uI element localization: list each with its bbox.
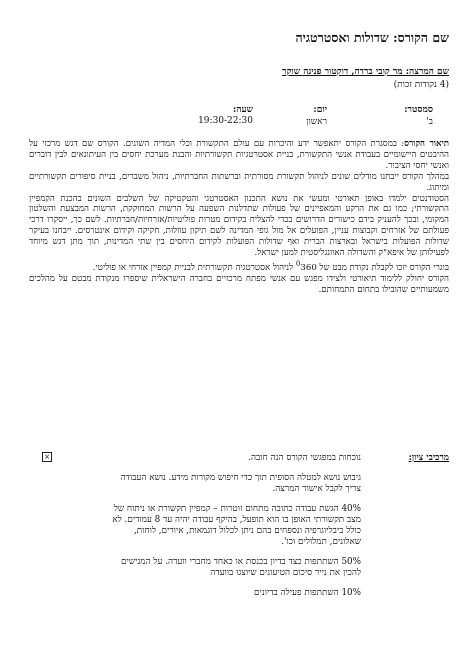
course-description [29, 139, 449, 296]
semester-label: סמסטר: [404, 105, 433, 115]
grading-item: 50% השתתפות כצד בדיון בכנסת או כאחד מחברי וועדה. על המגישים להכין את נייר סיכום הטיעונים שיוצגו בוועדה [121, 557, 361, 578]
grading-item: גיבוש נושא למטלה הסופית תוך כדי חיפוש מקורות מידע. נושא העבודה צריך לקבל אישור המרצה. [120, 473, 361, 494]
day-value: ראשון [306, 117, 327, 127]
course-title: שם הקורס: שדולות ואסטרטגיה [295, 30, 449, 45]
grading-label: מרכיבי ציון: [408, 453, 449, 463]
grading-item: 10% השתתפות פעילה בדיונים [254, 588, 361, 598]
day-label: יום: [313, 105, 327, 115]
grading-item: 40% הגשת עבודה כתובה מתחום זוטרות – קמפיין תקשורת או ניתוח של מצב תקשורתי האופן בו הוא תופעל, בהיקף עבודה יהיה עד 8 עמודים. לא כולל ביבליוגרפיה ונספחים בהם ניתן לכלול דוגמאות, איורים, לוחות, שאלונים, תמלולים וכו'. [112, 504, 361, 547]
lecturers-line: שם המרצה: מר קובי ברדה, דוקטור פנינה שוקר [282, 67, 449, 77]
description-paragraph: הקורס יחולק ללימוד תיאורטי ולצידו מפגש עם אנשי מפתח מרכזיים בחברה הישראלית שיספרו מנקודת מבטם על מהלכים משמעותיים שהובילו בתחום התמחותם. [29, 273, 449, 295]
checkbox-icon: × [42, 452, 52, 462]
time-column [198, 104, 253, 126]
credits-line: (4 נקודות זכות) [393, 80, 449, 90]
grading-items [111, 473, 361, 608]
day-column [306, 104, 327, 127]
semester-value: ב' [426, 117, 433, 127]
description-paragraph: הסטודנטים ילמדו באופן תאורטי ומעשי את נושא התכנון האסטרטגי והטקטיקה של השלבים השונים בהכנת הקמפיין התקשורתי; כמו גם את הרקע והמאפיינים של פעולות שתדלנות השפעה על הרשות המחוקקת, הרשות המבצעת והשלטון המקומי, ובכך להעניק בידם כישורים הדרושים בכדי להצליח בקידום מטרות פוליטיות/אזרחיות/חברתיות. לשם כך, ייסקרו דרכי פעולתם של אזרחים וקבוצות עניין, הפועלים אל מול גופי המדינה לשם תיקון עוולות, חקיקה וקידום אינטרסים. ייבחנו בעיקר שדולות הפועלות בישראל ובארצות הברית ואף שדולות הפועלות לקידום היחסים בין שתי המדינות, תוך מתן דגש מיוחד לפעילותן של איפא"ק והשדולה האוונגליסטית למען ישראל. [29, 193, 449, 259]
description-paragraph: בוגרי הקורס יזכו לקבלת נקודת מבט של $^0$360 לניהול אסטרטגיה תקשורתית לבניית קמפיין אזרחי או פוליטי. [92, 258, 449, 273]
description-paragraph: במהלך הקורס ייבחנו מודלים שונים לניהול תקשורת מסורתית וברשתות החברתיות, ניהול משברים, בניית סיפורים תקשורתיים ומיתוג. [29, 171, 449, 193]
attendance-requirement: נוכחות במפגשי הקורס הנה חובה. [248, 453, 361, 463]
semester-column [404, 104, 433, 127]
description-paragraph: תיאור הקורס: במסגרת הקורס יתאפשר ידע והיכרות עם עולם התקשורת וכלי המדיה השונים. הקורס שם דגש מרכזי על ההיבטים היישומיים בעבודת אנשי התקשורת, בניית אסטרטגיות תקשורתיות והבנת מערכת יחסים בין העיתונאים לבין דוברים ואנשי יחסי הציבור. [29, 139, 449, 171]
description-label: תיאור הקורס [404, 139, 449, 149]
time-value: 19:30-22:30 [198, 116, 253, 126]
time-label: שעה: [233, 105, 253, 115]
